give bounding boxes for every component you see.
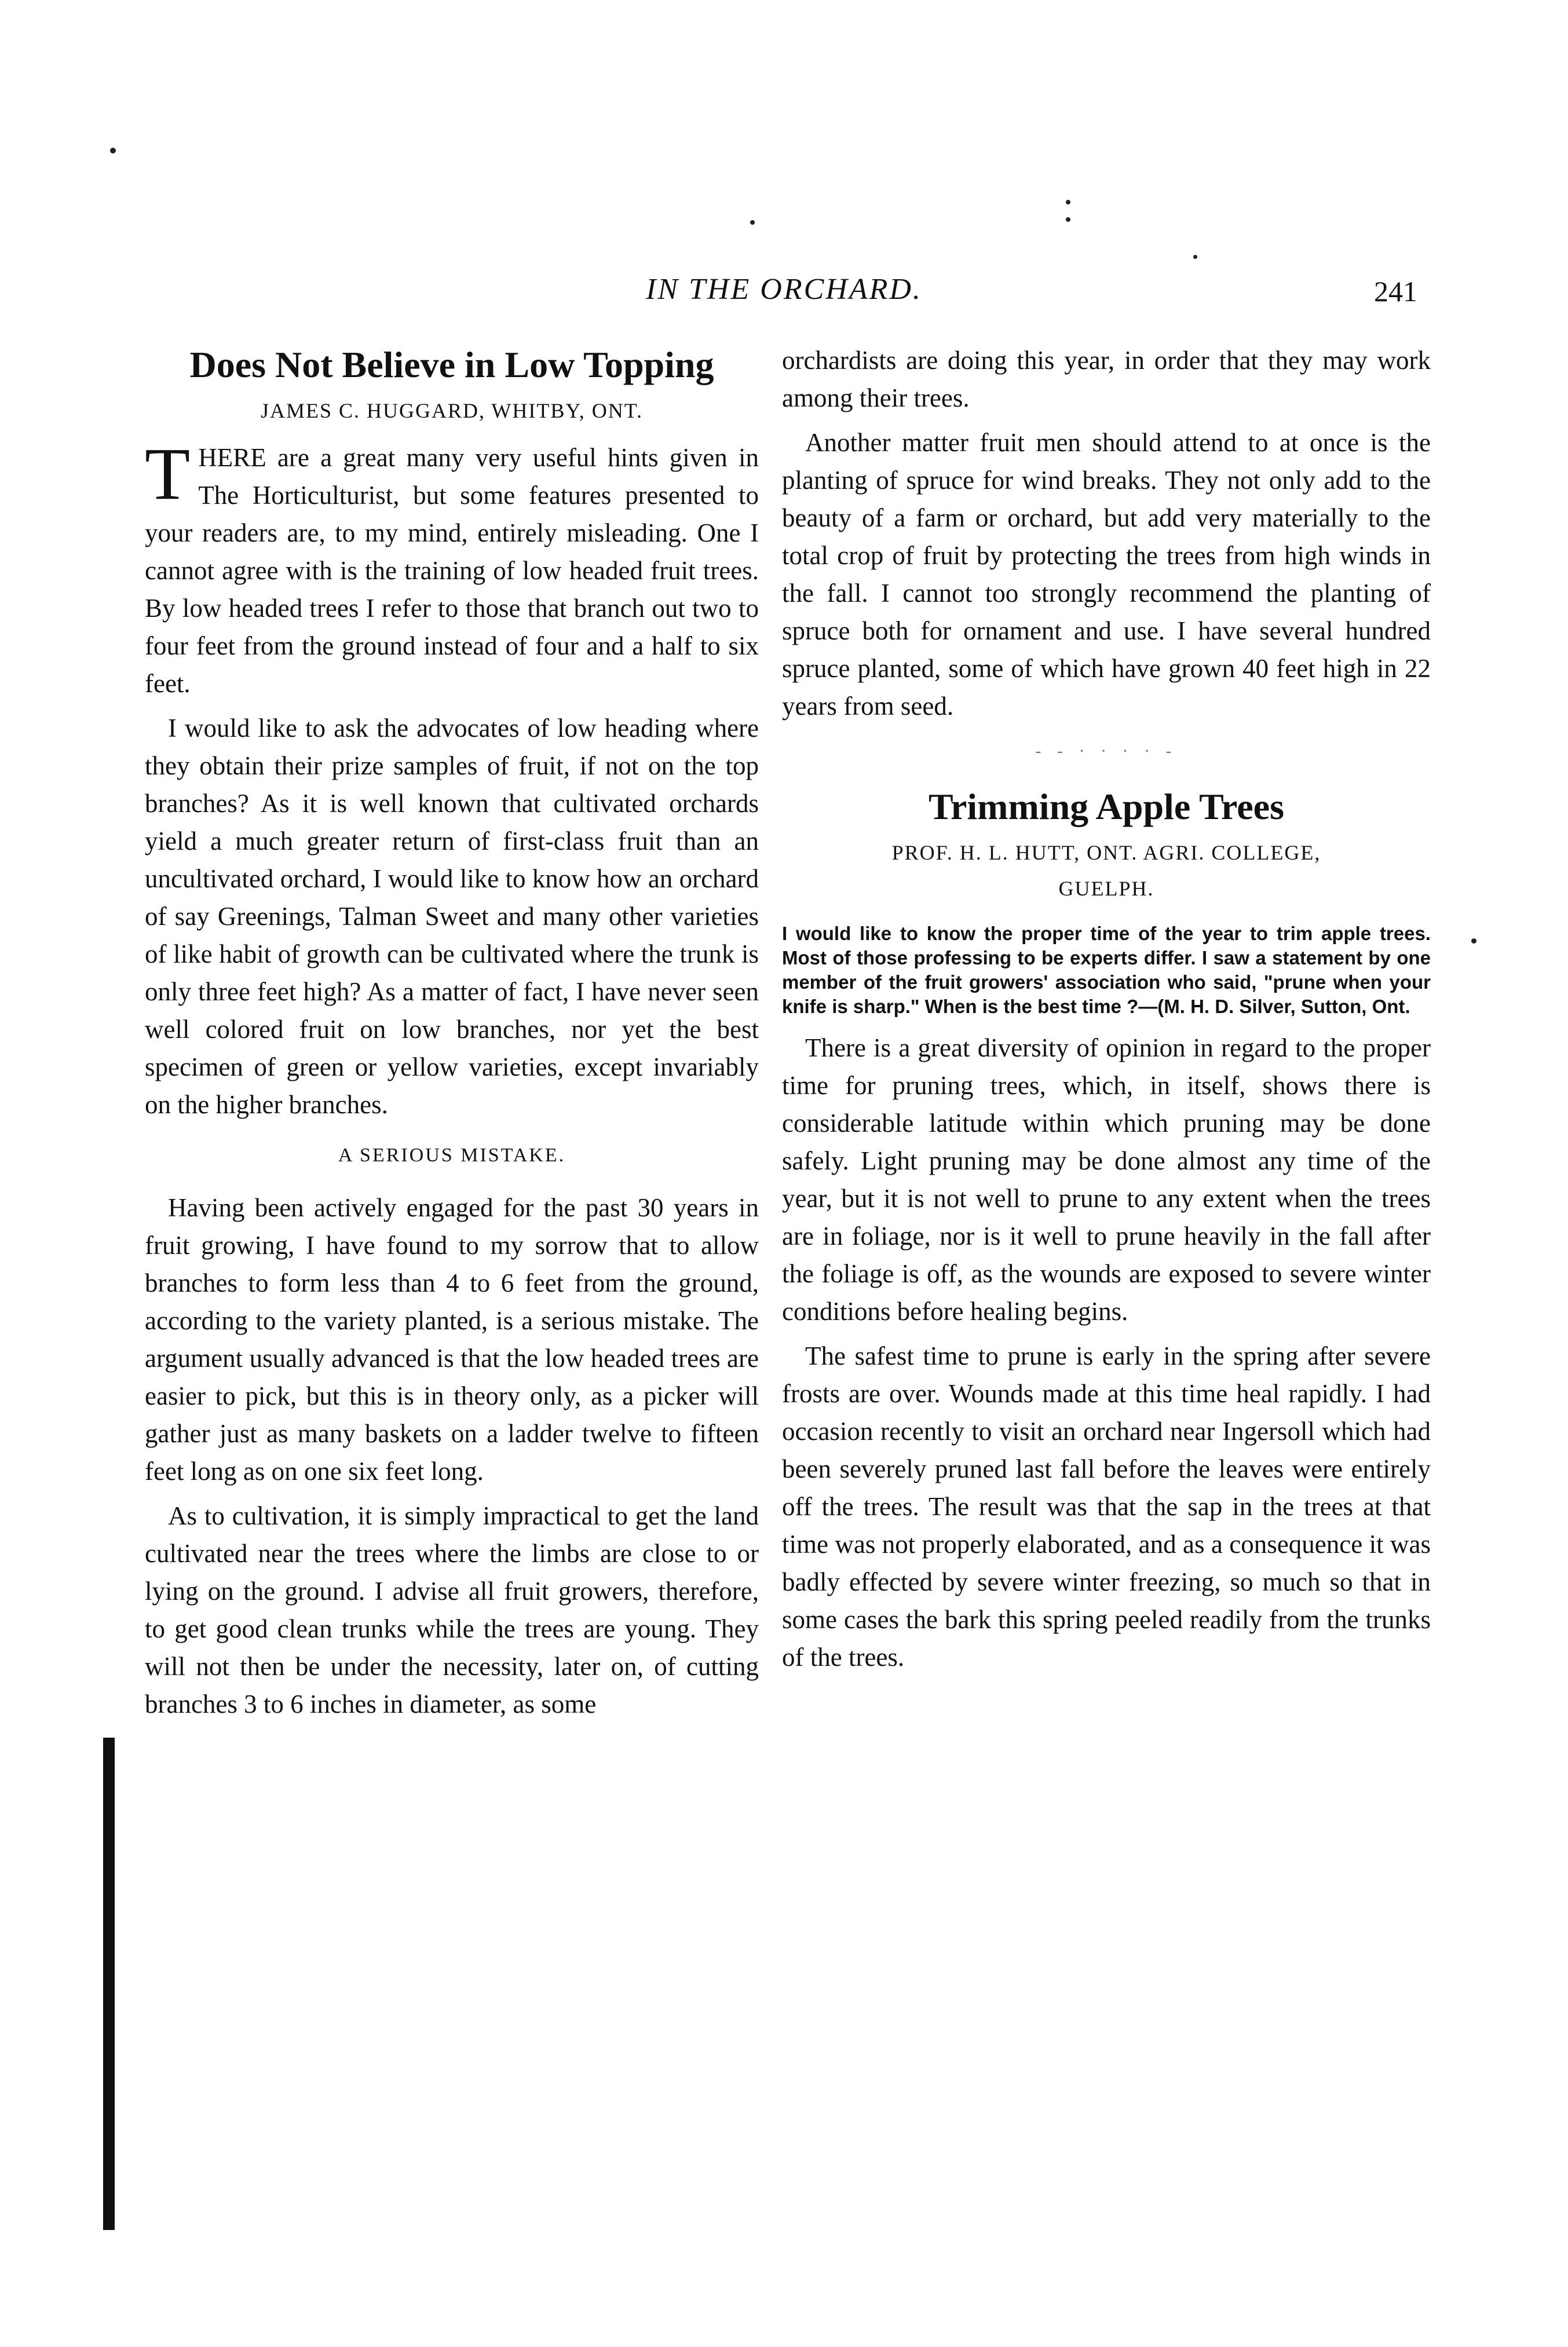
print-speck bbox=[110, 148, 116, 153]
byline-line: GUELPH. bbox=[1058, 877, 1154, 900]
print-speck bbox=[750, 220, 755, 225]
paragraph: Another matter fruit men should attend to at once is the planting of spruce for wind breaks. They not only add to the beauty of a farm or orchard, but add very materially to the total crop of fruit by protecting the trees from high winds in the fall. I cannot too strongly recommend the planting of spruce both for ornament and use. I have several hundred spruce planted, some of which have grown 40 feet high in 22 years from seed. bbox=[782, 428, 1431, 721]
paragraph: There is a great diversity of opinion in regard to the proper time for pruning trees, which, in itself, shows there is considerable latitude within which pruning may be done safely. Light pruning may be done almost any time of the year, but it is not well to prune to any extent when the trees are in foliage, nor is it well to prune heavily in the fall after the foliage is off, as the wounds are exposed to severe winter conditions before healing begins. bbox=[782, 1033, 1431, 1326]
paragraph-text: HERE are a great many very useful hints given in The Horticulturist, but some features presented to your readers are, to my mind, entirely misleading. One I cannot agree with is the training of low headed fruit trees. By low headed trees I refer to those that branch out two to four feet from the ground instead of four and a half to six feet. bbox=[145, 443, 759, 698]
paragraph: As to cultivation, it is simply impractical to get the land cultivated near the trees where the limbs are close to or lying on the ground. I advise all fruit growers, therefore, to get good clean trunks while the trees are young. They will not then be under the necessity, later on, of cutting branches 3 to 6 inches in diameter, as some bbox=[145, 1501, 759, 1719]
paragraph bbox=[145, 433, 759, 703]
article-byline bbox=[782, 835, 1431, 906]
page-number: 241 bbox=[1374, 275, 1417, 308]
article-title: Trimming Apple Trees bbox=[929, 786, 1284, 827]
paragraph: orchardists are doing this year, in order that they may work among their trees. bbox=[782, 346, 1431, 412]
print-speck bbox=[1066, 200, 1070, 204]
drop-cap: T bbox=[145, 433, 191, 515]
margin-rule bbox=[103, 1738, 115, 2230]
byline-line: PROF. H. L. HUTT, ONT. AGRI. COLLEGE, bbox=[891, 841, 1321, 864]
paragraph: The safest time to prune is early in the spring after severe frosts are over. Wounds made at this time heal rapidly. I had occasion recently to visit an orchard near Ingersoll which had been severely pruned last fall before the leaves were entirely off the trees. The result was that the sap in the trees at that time was not properly elaborated, and as a consequence it was badly effected by severe winter freezing, so much so that in some cases the bark this spring peeled readily from the trunks of the trees. bbox=[782, 1341, 1431, 1672]
reader-query: I would like to know the proper time of the year to trim apple trees. Most of those professing to be experts differ. I saw a statement by one member of the fruit growers' association who said, "prune when your knife is sharp." When is the best time ?—(M. H. D. Silver, Sutton, Ont. bbox=[782, 923, 1431, 1017]
running-title: IN THE ORCHARD. bbox=[646, 273, 922, 306]
paragraph: Having been actively engaged for the past 30 years in fruit growing, I have found to my sorrow that to allow branches to form less than 4 to 6 feet from the ground, according to the variety planted, is a serious mistake. The argument usually advanced is that the low headed trees are easier to pick, but this is in theory only, as a picker will gather just as many baskets on a ladder twelve to fifteen feet long as on one six feet long. bbox=[145, 1193, 759, 1486]
article-byline: JAMES C. HUGGARD, WHITBY, ONT. bbox=[260, 399, 644, 422]
section-divider: - - · · · · - bbox=[1035, 741, 1178, 761]
right-column bbox=[782, 342, 1431, 1683]
article-title: Does Not Believe in Low Topping bbox=[189, 344, 714, 385]
print-speck bbox=[1066, 217, 1070, 222]
paragraph: I would like to ask the advocates of low heading where they obtain their prize samples of fruit, if not on the top branches? As it is well known that cultivated orchards yield a much greater return of first-class fruit than an uncultivated orchard, I would like to know how an orchard of say Greenings, Talman Sweet and many other varieties of like habit of growth can be cultivated where the trunk is only three feet high? As a matter of fact, I have never seen well colored fruit on low branches, nor yet the best specimen of green or yellow varieties, except invariably on the higher branches. bbox=[145, 714, 759, 1119]
left-column bbox=[145, 342, 759, 1730]
print-speck bbox=[1193, 255, 1197, 259]
section-subhead: A SERIOUS MISTAKE. bbox=[338, 1145, 566, 1166]
print-speck bbox=[1471, 938, 1476, 944]
running-head bbox=[0, 272, 1568, 313]
